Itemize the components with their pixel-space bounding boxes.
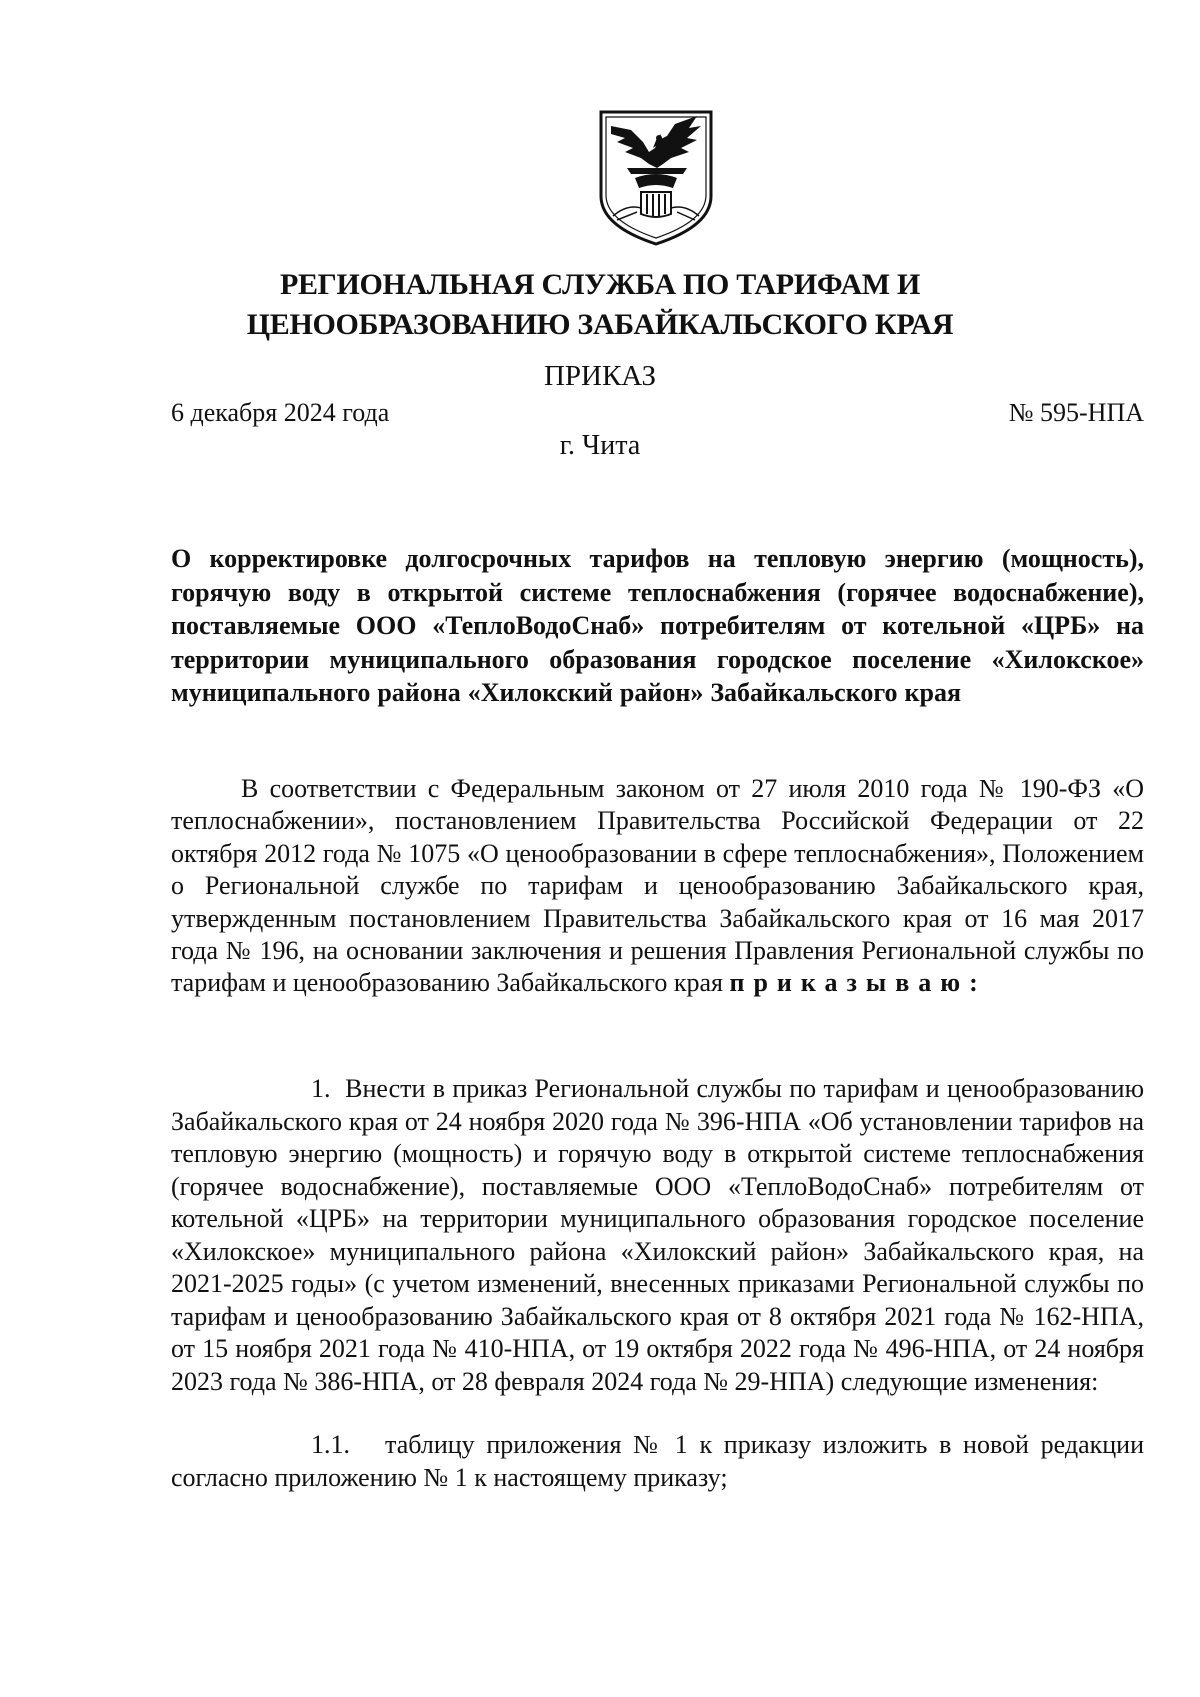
document-subject: О корректировке долгосрочных тарифов на тепловую энергию (мощность), горячую воду в открытой системе теплоснабжения (горячее водоснабжение), поставляемые ООО «ТеплоВодоСнаб» потребителям от котельной «ЦРБ» на территории муниципального образования городское поселение «Хилокское» муниципального района «Хилокский район» Забайкальского края bbox=[171, 544, 1144, 707]
preamble-text: В соответствии с Федеральным законом от 27 июля 2010 года № 190-ФЗ «О теплоснабжении», постановлением Правительства Российской Федерации от 22 октября 2012 года № 1075 «О ценообразовании в сфере теплоснабжения», Положением о Региональной службе по тарифам и ценообразованию Забайкальского края, утвержденным постановлением Правительства Забайкальского края от 16 мая 2017 года № 196, на основании заключения и решения Правления Региональной службы по тарифам и ценообразованию Забайкальского края bbox=[171, 774, 1144, 998]
preamble-paragraph bbox=[171, 773, 1144, 1000]
list-item-number: 1.1. bbox=[311, 1430, 350, 1459]
document-type: ПРИКАЗ bbox=[543, 360, 657, 392]
order-word: приказываю: bbox=[729, 968, 987, 998]
document-number: № 595-НПА bbox=[1008, 398, 1144, 427]
list-item-1-1 bbox=[171, 1429, 1144, 1494]
document-date: 6 декабря 2024 года bbox=[171, 398, 390, 427]
agency-title bbox=[150, 265, 1050, 345]
list-item-text: таблицу приложения № 1 к приказу изложить в новой редакции согласно приложению № 1 к настоящему приказу; bbox=[171, 1430, 1144, 1492]
list-item-1 bbox=[171, 1073, 1144, 1398]
list-item-text: Внести в приказ Региональной службы по тарифам и ценообразованию Забайкальского края от 24 ноября 2020 года № 396-НПА «Об установлении тарифов на тепловую энергию (мощность) и горячую воду в открытой системе теплоснабжения (горячее водоснабжение), поставляемые ООО «ТеплоВодоСнаб» потребителям от котельной «ЦРБ» на территории муниципального образования городское поселение «Хилокское» муниципального района «Хилокский район» Забайкальского края, на 2021-2025 годы» (с учетом изменений, внесенных приказами Региональной службы по тарифам и ценообразованию Забайкальского края от 8 октября 2021 года № 162-НПА, от 15 ноября 2021 года № 410-НПА, от 19 октября 2022 года № 496-НПА, от 24 ноября 2023 года № 386-НПА, от 28 февраля 2024 года № 29-НПА) следующие изменения: bbox=[171, 1074, 1145, 1396]
coat-of-arms-emblem bbox=[597, 108, 715, 248]
list-item-number: 1. bbox=[311, 1074, 331, 1103]
agency-title-line-1: РЕГИОНАЛЬНАЯ СЛУЖБА ПО ТАРИФАМ И bbox=[279, 268, 921, 301]
agency-title-line-2: ЦЕНООБРАЗОВАНИЮ ЗАБАЙКАЛЬСКОГО КРАЯ bbox=[246, 308, 954, 341]
document-city: г. Чита bbox=[559, 430, 641, 461]
